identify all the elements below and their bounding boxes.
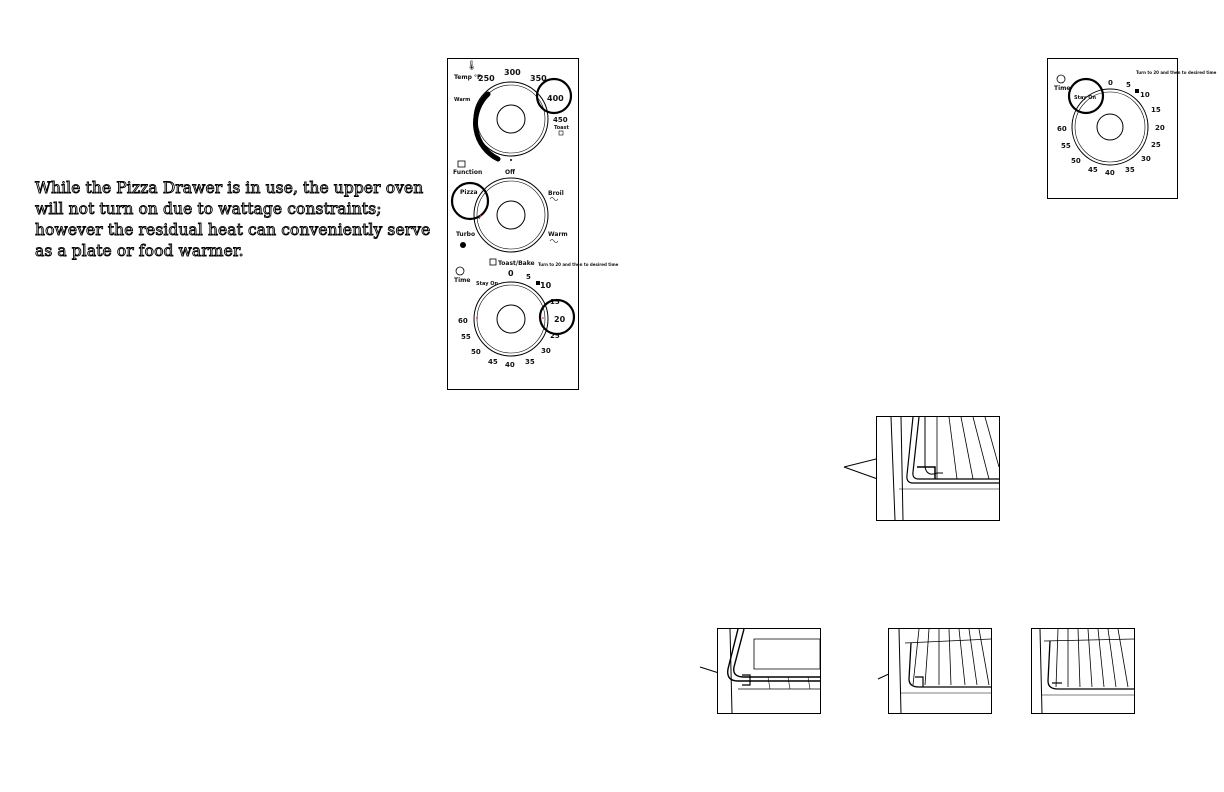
temp-label: Temp °F xyxy=(454,74,482,81)
function-warm: Warm xyxy=(548,231,568,238)
time-55: 55 xyxy=(1061,142,1071,150)
broil-icon xyxy=(550,198,558,201)
time-label: Time xyxy=(454,277,471,284)
warm-icon xyxy=(550,240,558,243)
thermometer-icon: 🌡 xyxy=(466,61,478,71)
time-25: 25 xyxy=(1151,141,1161,149)
time-25: 25 xyxy=(550,332,560,340)
time-dial-detail-drawing xyxy=(1048,59,1217,198)
time-label: Time xyxy=(1054,85,1071,92)
temp-warm: Warm xyxy=(454,97,471,103)
time-10: 10 xyxy=(1140,91,1150,99)
time-35: 35 xyxy=(1125,166,1135,174)
time-30: 30 xyxy=(541,347,551,355)
control-panel-drawing xyxy=(448,59,619,389)
time-5: 5 xyxy=(526,273,531,281)
time-45: 45 xyxy=(1088,166,1098,174)
time-60: 60 xyxy=(458,317,468,325)
time-15: 15 xyxy=(550,298,560,306)
time-note: Turn to 20 and then to desired time xyxy=(538,262,619,267)
function-label: Function xyxy=(453,169,483,176)
clock-icon xyxy=(456,267,464,275)
time-20: 20 xyxy=(1155,124,1165,132)
time-60: 60 xyxy=(1057,125,1067,133)
time-5: 5 xyxy=(1126,81,1131,89)
clock-icon xyxy=(1057,75,1065,83)
temp-dial xyxy=(454,60,571,161)
time-dial xyxy=(454,262,619,369)
temp-450: 450 xyxy=(553,116,568,124)
fan-icon xyxy=(460,242,466,248)
time-0: 0 xyxy=(1108,79,1113,87)
time-55: 55 xyxy=(461,333,471,341)
time-stay-on: Stay On xyxy=(476,281,499,287)
function-icon xyxy=(458,161,465,167)
time-50: 50 xyxy=(471,348,481,356)
function-turbo: Turbo xyxy=(456,231,476,238)
function-off: Off xyxy=(505,169,515,176)
rack-step-2 xyxy=(888,628,992,714)
temp-toast: Toast xyxy=(554,125,569,131)
temp-350: 350 xyxy=(530,74,547,83)
time-0: 0 xyxy=(508,269,514,278)
time-30: 30 xyxy=(1141,155,1151,163)
control-panel xyxy=(447,58,619,390)
function-broil: Broil xyxy=(548,190,564,197)
function-pizza: Pizza xyxy=(460,189,478,196)
time-35: 35 xyxy=(525,358,535,366)
time-40: 40 xyxy=(1105,169,1115,177)
time-stay-on: Stay On xyxy=(1074,95,1097,101)
function-toast-bake: Toast/Bake xyxy=(498,260,535,267)
rack-step-3 xyxy=(1031,628,1135,714)
temp-250: 250 xyxy=(478,74,495,83)
temp-400: 400 xyxy=(547,94,564,103)
time-10: 10 xyxy=(540,281,552,290)
function-dial xyxy=(452,161,568,267)
rack-step-1 xyxy=(717,628,821,714)
temp-300: 300 xyxy=(504,68,521,77)
time-20: 20 xyxy=(554,315,566,324)
body-paragraph: While the Pizza Drawer is in use, the upper oven will not turn on due to wattage constraints; however the residual heat can conveniently serve as a plate or food warmer. xyxy=(35,179,431,260)
rack-slot-detail xyxy=(876,416,1000,521)
time-note: Turn to 20 and then to desired time xyxy=(1136,70,1217,75)
time-40: 40 xyxy=(505,361,515,369)
time-dial-detail xyxy=(1047,58,1217,199)
time-15: 15 xyxy=(1151,106,1161,114)
time-50: 50 xyxy=(1071,157,1081,165)
time-45: 45 xyxy=(488,358,498,366)
